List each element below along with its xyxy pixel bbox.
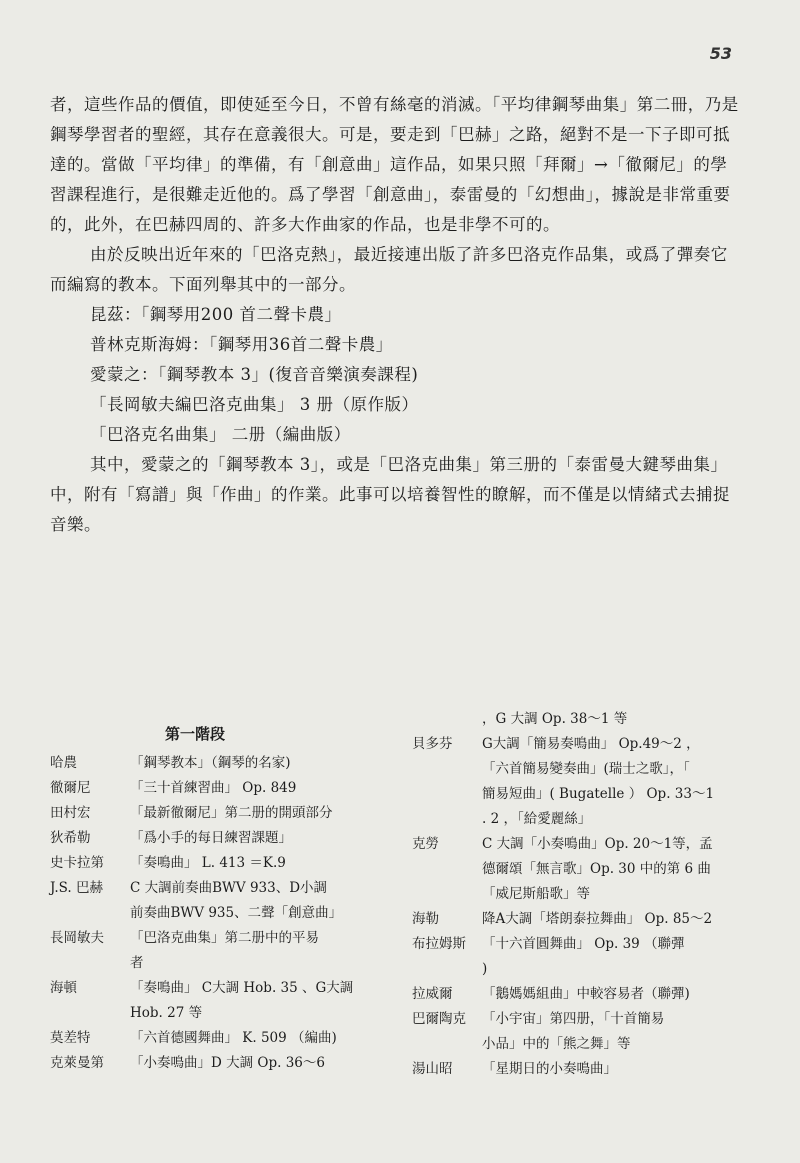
work-title: 「奏鳴曲」 C大調 Hob. 35 、G大調 [130,980,354,996]
composer-name: 克萊曼第 [50,1055,104,1071]
work-title: G大調「簡易奏鳴曲」 Op.49～2 ， [482,736,700,752]
section-heading: 第一階段 [164,725,225,743]
book-list-item: 愛蒙之：「鋼琴教本 3」(復音音樂演奏課程) [90,365,419,384]
composer-name: 莫差特 [50,1030,91,1046]
right-entries [412,732,752,1082]
repertoire-entry [50,1051,380,1076]
repertoire-entry [50,751,380,776]
work-title: 「小宇宙」第四册，「十首簡易 [482,1011,665,1027]
left-entries [50,751,380,1076]
work-title-continued: . 2 ，「給愛麗絲」 [482,811,592,827]
composer-name: J.S. 巴赫 [50,880,104,896]
repertoire-entry [50,851,380,876]
work-title: 「最新徹爾尼」第二册的開頭部分 [130,805,333,821]
repertoire-entry [50,976,380,1001]
repertoire-right-column [412,707,752,1082]
composer-name: 海頓 [50,980,77,996]
book-list-item: 「長岡敏夫編巴洛克曲集」 3 册（原作版） [90,395,419,414]
repertoire-entry [412,1057,752,1082]
composer-name: 史卡拉第 [50,855,104,871]
repertoire-entry [412,832,752,857]
book-list-item: 普林克斯海姆：「鋼琴用36首二聲卡農」 [90,335,393,354]
work-title-continued: 「六首簡易變奏曲」(瑞士之歌」，「 [482,761,690,777]
work-title: 「鵝媽媽組曲」中較容易者（聯彈) [482,986,690,1002]
repertoire-entry [412,982,752,1007]
work-title-continued: 前奏曲BWV 935、二聲「創意曲」 [130,905,343,921]
work-title: 降A大調「塔朗泰拉舞曲」 Op. 85～2 [482,911,713,927]
repertoire-entry [50,801,380,826]
composer-name: 克勞 [412,836,439,852]
repertoire-entry [412,932,752,957]
work-title: 「十六首圓舞曲」 Op. 39 （聯彈 [482,936,685,952]
work-title: 「爲小手的每日練習課題」 [130,830,292,846]
composer-name: 哈農 [50,755,77,771]
composer-name: 布拉姆斯 [412,936,466,952]
work-title: 「六首德國舞曲」 K. 509 （編曲) [130,1030,337,1046]
composer-name: 巴爾陶克 [412,1011,466,1027]
repertoire-entry [50,776,380,801]
repertoire-entry [412,1007,752,1032]
repertoire-left-column [50,722,380,1076]
book-list-item: 「巴洛克名曲集」 二册（編曲版） [90,425,351,444]
repertoire-entry [412,732,752,757]
composer-name: 田村宏 [50,805,91,821]
repertoire-entry [50,926,380,951]
work-title: 「巴洛克曲集」第二册中的平易 [130,930,319,946]
composer-name: 長岡敏夫 [50,930,104,946]
work-title: 「奏鳴曲」 L. 413 ＝K.9 [130,855,286,871]
page-number: 53 [709,44,732,63]
work-title: 「小奏鳴曲」D 大調 Op. 36～6 [130,1055,325,1071]
repertoire-entry [50,876,380,901]
repertoire-entry [50,826,380,851]
composer-name: 湯山昭 [412,1061,453,1077]
composer-name: 拉威爾 [412,986,453,1002]
repertoire-entry [50,1026,380,1051]
work-title: C 大調前奏曲BWV 933、D小調 [130,880,328,896]
body-text [50,90,740,540]
book-list-item: 昆茲：「鋼琴用200 首二聲卡農」 [90,305,342,324]
work-title: C 大調「小奏鳴曲」Op. 20～1等，孟 [482,836,713,852]
composer-name: 徹爾尼 [50,780,91,796]
continuation-line: ，G 大調 Op. 38～1 等 [482,711,628,727]
work-title: 「鋼琴教本」（鋼琴的名家) [130,755,291,771]
work-title-continued: 小品」中的「熊之舞」等 [482,1036,631,1052]
work-title-continued: 簡易短曲」( Bugatelle ） Op. 33～1 [482,786,715,802]
paragraph: 其中，愛蒙之的「鋼琴教本 3」，或是「巴洛克曲集」第三册的「泰雷曼大鍵琴曲集」中，附有「寫譜」與「作曲」的作業。此事可以培養智性的瞭解，而不僅是以情緒式去捕捉音樂。 [50,455,730,534]
work-title-continued: 「威尼斯船歌」等 [482,886,590,902]
composer-name: 海勒 [412,911,439,927]
paragraph: 由於反映出近年來的「巴洛克熱」，最近接連出版了許多巴洛克作品集，或爲了彈奏它而編寫的教本。下面列舉其中的一部分。 [50,245,728,294]
composer-name: 狄希勒 [50,830,91,846]
work-title-continued: ) [482,961,488,977]
composer-name: 貝多芬 [412,736,453,752]
work-title-continued: Hob. 27 等 [130,1005,203,1021]
paragraph: 者，這些作品的價值，即使延至今日，不曾有絲毫的消滅。「平均律鋼琴曲集」第二冊，乃是鋼琴學習者的聖經，其存在意義很大。可是，要走到「巴赫」之路，絕對不是一下子即可抵達的。當做「平均律」的準備，有「創意曲」這作品，如果只照「拜爾」→「徹爾尼」的學習課程進行，是很難走近他的。爲了學習「創意曲」，泰雷曼的「幻想曲」，據說是非常重要的，此外，在巴赫四周的、許多大作曲家的作品，也是非學不可的。 [50,95,739,234]
work-title-continued: 德爾頌「無言歌」Op. 30 中的第 6 曲 [482,861,711,877]
work-title-continued: 者 [130,955,144,971]
work-title: 「星期日的小奏鳴曲」 [482,1061,617,1077]
work-title: 「三十首練習曲」 Op. 849 [130,780,297,796]
repertoire-entry [412,907,752,932]
